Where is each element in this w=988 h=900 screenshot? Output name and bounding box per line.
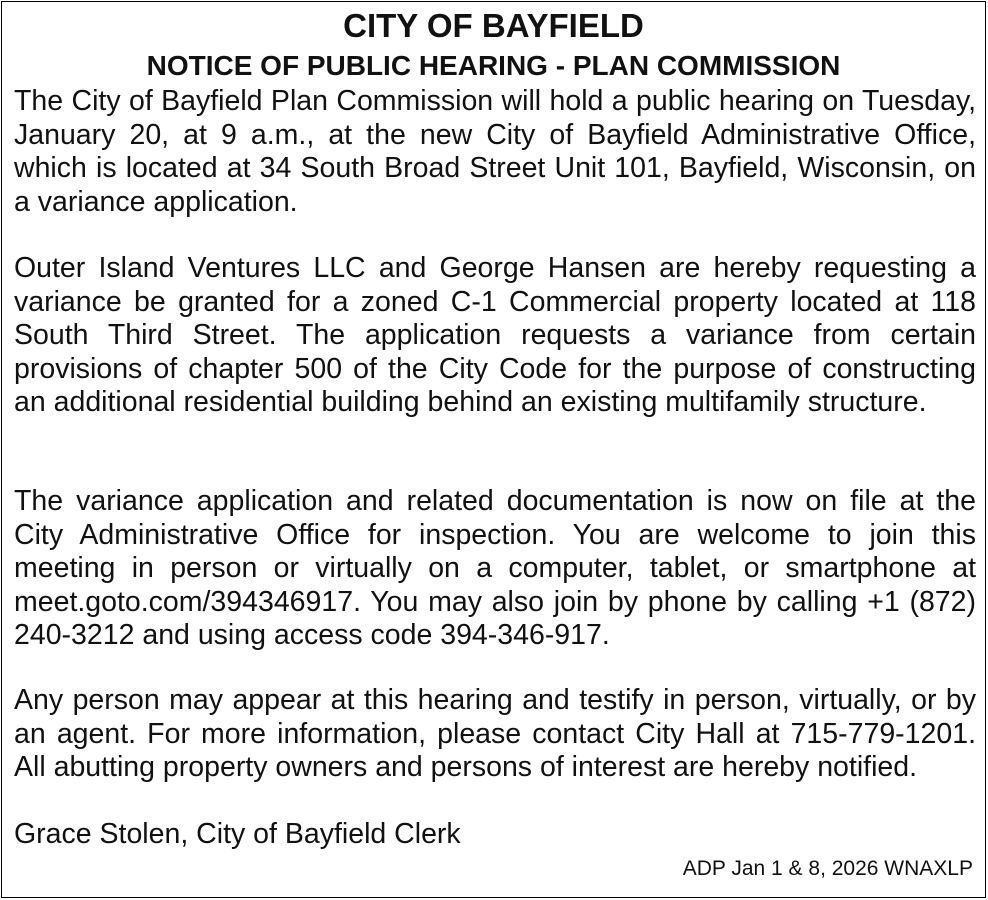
paragraph-variance-request: Outer Island Ventures LLC and George Hansen are hereby requesting a variance be granted for a zoned C-1 Commercial property located at 118 South Third Street. The application requests a variance from certain provisions of chapter 500 of the City Code for the purpose of constructing an additional residential building behind an existing multifamily structure.	[14, 252, 976, 418]
paragraph-testimony-info: Any person may appear at this hearing and testify in person, virtually, or by an agent. For more information, please contact City Hall at 715-779-1201. All abutting property owners and persons of interest are hereby notified.	[14, 684, 976, 783]
legal-notice	[1, 1, 986, 898]
paragraph-meeting-access: The variance application and related documentation is now on file at the City Administrative Office for inspection. You are welcome to join this meeting in person or virtually on a computer, tablet, or smartphone at meet.goto.com/394346917. You may also join by phone by calling +1 (872) 240-3212 and using access code 394-346-917.	[14, 485, 976, 651]
paragraph-hearing-details: The City of Bayfield Plan Commission will hold a public hearing on Tuesday, January 20, at 9 a.m., at the new City of Bayfield Administrative Office, which is located at 34 South Broad Street Unit 101, Bayfield, Wisconsin, on a variance application.	[14, 85, 976, 218]
clerk-signature-line: Grace Stolen, City of Bayfield Clerk	[14, 818, 461, 850]
publication-footer: ADP Jan 1 & 8, 2026 WNAXLP	[682, 857, 973, 880]
notice-title: CITY OF BAYFIELD	[343, 7, 644, 44]
notice-subtitle: NOTICE OF PUBLIC HEARING - PLAN COMMISSION	[146, 50, 841, 81]
